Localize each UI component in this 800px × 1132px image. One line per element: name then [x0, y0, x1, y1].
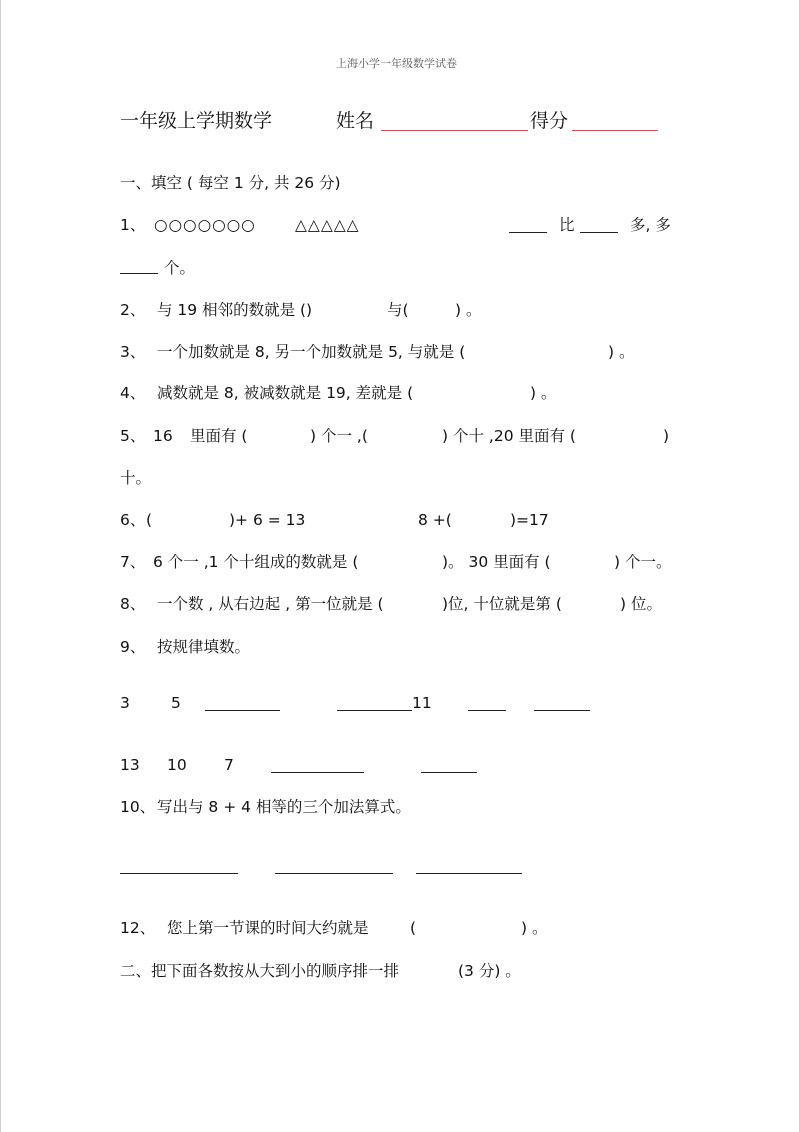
q10-text: 写出与 8 + 4 相等的三个加法算式。 [157, 798, 411, 816]
exam-title: 一年级上学期数学 [120, 110, 273, 132]
name-label: 姓名 [336, 110, 375, 132]
q9-row2-blank-1[interactable] [271, 772, 364, 773]
q8-part-1: 一个数 , 从右边起 , 第一位就是 ( [157, 595, 384, 613]
q10-number: 10、 [120, 798, 156, 816]
q6-part-4: )=17 [510, 511, 549, 529]
q7-part-1: 6 个一 ,1 个十组成的数就是 ( [153, 553, 359, 571]
q6-part-1: ( [146, 511, 153, 529]
q5-part-4: ) 个十 ,20 里面有 ( [442, 427, 576, 445]
q9-row1-blank-3[interactable] [468, 710, 506, 711]
q2-number: 2、 [120, 301, 146, 319]
q2-yu: 与( [387, 301, 409, 319]
q1-ge: 个。 [164, 259, 196, 277]
q6-part-2: )+ 6 = 13 [229, 511, 306, 529]
section-1-heading: 一、填空 ( 每空 1 分, 共 26 分) [120, 174, 341, 192]
q9-row2-value-1: 13 [120, 756, 140, 774]
section-2-score: (3 分) 。 [458, 962, 521, 980]
q7-number: 7、 [120, 553, 146, 571]
q1-triangles: △△△△△ [295, 216, 360, 234]
q7-part-3: ) 个一。 [614, 553, 672, 571]
name-input-line[interactable] [381, 130, 528, 131]
q9-row2-value-3: 7 [224, 756, 234, 774]
q10-blank-1[interactable] [120, 873, 238, 874]
q9-row1-value-1: 3 [120, 694, 130, 712]
q1-blank-2[interactable] [580, 232, 618, 233]
q7-part-2: )。 30 里面有 ( [442, 553, 551, 571]
q12-text: 您上第一节课的时间大约就是 [167, 919, 369, 937]
q5-number: 5、 [120, 427, 146, 445]
q10-blank-3[interactable] [416, 873, 522, 874]
q1-blank-1[interactable] [509, 232, 547, 233]
q12-end: ) 。 [521, 919, 548, 937]
q10-blank-2[interactable] [275, 873, 393, 874]
q5-part-2: 里面有 ( [190, 427, 248, 445]
q2-text: 与 19 相邻的数就是 () [157, 301, 313, 319]
q5-part-5: ) [663, 427, 670, 445]
q8-part-2: )位, 十位就是第 ( [442, 595, 562, 613]
q6-part-3: 8 +( [418, 511, 452, 529]
q5-part-3: ) 个一 ,( [310, 427, 368, 445]
q6-number: 6、 [120, 511, 146, 529]
q4-text: 减数就是 8, 被减数就是 19, 差就是 ( [157, 384, 414, 402]
q9-row2-blank-2[interactable] [421, 772, 477, 773]
q3-number: 3、 [120, 343, 146, 361]
q9-row1-blank-4[interactable] [534, 710, 590, 711]
q2-end: ) 。 [455, 301, 482, 319]
q12-open-paren: ( [410, 919, 417, 937]
q9-row2-value-2: 10 [167, 756, 187, 774]
q5-part-1: 16 [153, 427, 173, 445]
q3-text: 一个加数就是 8, 另一个加数就是 5, 与就是 ( [157, 343, 466, 361]
q1-bi: 比 [559, 216, 575, 234]
page-header: 上海小学一年级数学试卷 [336, 57, 457, 70]
q4-end: ) 。 [530, 384, 557, 402]
q4-number: 4、 [120, 384, 146, 402]
score-input-line[interactable] [572, 130, 658, 131]
q3-end: ) 。 [608, 343, 635, 361]
q5-part-6: 十。 [120, 469, 152, 487]
q8-number: 8、 [120, 595, 146, 613]
q1-number: 1、 [120, 216, 146, 234]
q1-circles: ○○○○○○○ [154, 216, 256, 234]
q9-row1-blank-2[interactable] [337, 710, 412, 711]
q9-row1-blank-1[interactable] [205, 710, 280, 711]
q1-blank-3[interactable] [120, 273, 158, 274]
q9-text: 按规律填数。 [157, 638, 251, 656]
score-label: 得分 [530, 110, 569, 132]
q9-row1-value-2: 5 [171, 694, 181, 712]
q9-row1-value-3: 11 [412, 694, 432, 712]
q8-part-3: ) 位。 [620, 595, 662, 613]
section-2-heading: 二、把下面各数按从大到小的顺序排一排 [120, 962, 400, 980]
q12-number: 12、 [120, 919, 156, 937]
q1-duo: 多, 多 [630, 216, 671, 234]
q9-number: 9、 [120, 638, 146, 656]
page-left-edge [0, 0, 1, 1132]
